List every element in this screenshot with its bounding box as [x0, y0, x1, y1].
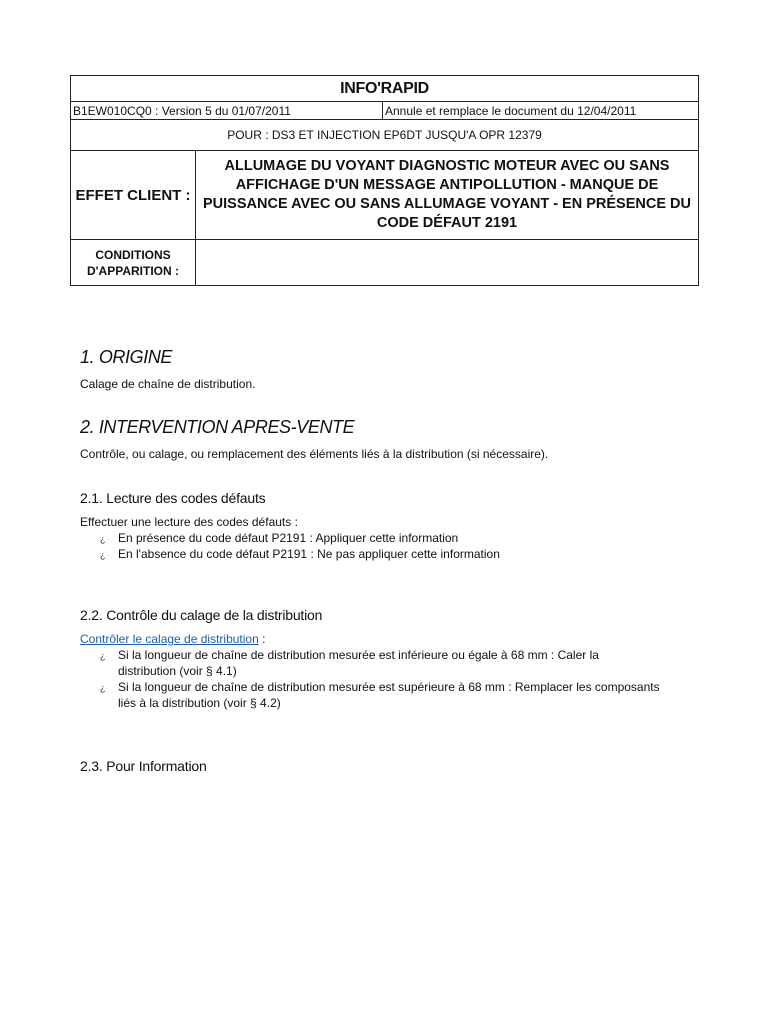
conditions-value [196, 240, 699, 286]
list-item-text: En l'absence du code défaut P2191 : Ne pas appliquer cette information [118, 547, 500, 561]
bullet-icon: ¿ [100, 534, 106, 544]
list-item [100, 530, 660, 546]
conditions-label-line2: D'APPARITION : [87, 263, 179, 278]
applicability: POUR : DS3 ET INJECTION EP6DT JUSQU'A OPR 12379 [71, 120, 699, 151]
section-intervention-text: Contrôle, ou calage, ou remplacement des éléments liés à la distribution (si nécessaire). [80, 447, 549, 461]
effet-client-label: EFFET CLIENT : [71, 151, 196, 240]
document-title: INFO'RAPID [71, 76, 699, 102]
list-item-text: Si la longueur de chaîne de distribution mesurée est supérieure à 68 mm : Remplacer les composants liés à la distribution (voir § 4.2) [118, 680, 660, 710]
controle-link-suffix: : [258, 632, 266, 646]
controle-bullet-list [100, 647, 660, 711]
section-information-title: 2.3. Pour Information [80, 758, 207, 774]
list-item [100, 679, 660, 711]
replaces-document: Annule et remplace le document du 12/04/2011 [383, 102, 699, 120]
effet-client-text: ALLUMAGE DU VOYANT DIAGNOSTIC MOTEUR AVEC OU SANS AFFICHAGE D'UN MESSAGE ANTIPOLLUTION - MANQUE DE PUISSANCE AVEC OU SANS ALLUMAGE VOYANT - EN PRÉSENCE DU CODE DÉFAUT 2191 [196, 151, 699, 240]
bullet-icon: ¿ [100, 550, 106, 560]
section-origine-text: Calage de chaîne de distribution. [80, 377, 256, 391]
section-controle-title: 2.2. Contrôle du calage de la distribution [80, 607, 323, 623]
bullet-icon: ¿ [100, 651, 106, 661]
conditions-label-line1: CONDITIONS [95, 247, 171, 262]
list-item-text: Si la longueur de chaîne de distribution mesurée est inférieure ou égale à 68 mm : Caler la distribution (voir § 4.1) [118, 648, 599, 678]
section-origine-title: 1. ORIGINE [80, 347, 173, 367]
bullet-icon: ¿ [100, 683, 106, 693]
list-item-text: En présence du code défaut P2191 : Appliquer cette information [118, 531, 459, 545]
section-controle-intro [80, 631, 265, 647]
section-lecture-title: 2.1. Lecture des codes défauts [80, 490, 266, 506]
conditions-label [71, 240, 196, 286]
lecture-bullet-list [100, 530, 660, 562]
header-table [70, 75, 699, 286]
section-lecture-intro: Effectuer une lecture des codes défauts : [80, 515, 298, 529]
controle-calage-link[interactable]: Contrôler le calage de distribution [80, 632, 259, 646]
section-intervention-title: 2. INTERVENTION APRES-VENTE [80, 417, 355, 437]
document-reference: B1EW010CQ0 : Version 5 du 01/07/2011 [71, 102, 383, 120]
list-item [100, 647, 660, 679]
list-item [100, 546, 660, 562]
